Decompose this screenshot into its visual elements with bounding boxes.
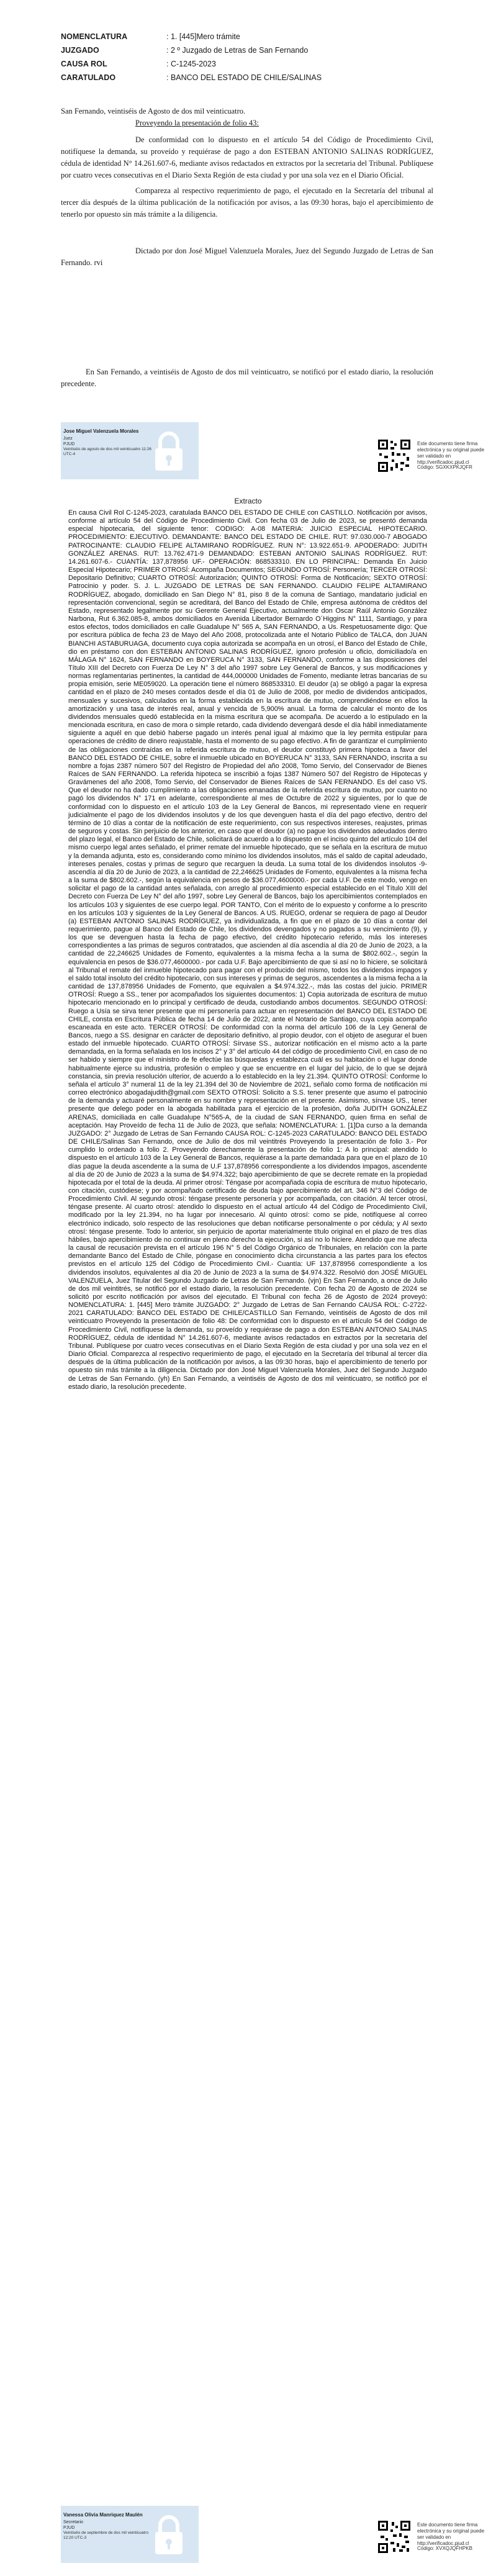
resolution-paragraph-2: Compareza al respectivo requerimiento de pago, el ejecutado en la Secretaría del tribunal al tercer día después de la última publicación de la notificación por avisos, a las 09:30 horas, bajo el apercibimiento de tenerlo por opuesto sin más trámite a la diligencia. <box>61 186 433 219</box>
qr-code-icon <box>377 438 412 473</box>
notification-text: En San Fernando, a veintiséis de Agosto de dos mil veinticuatro, se notificó por el estado diario, la resolución precedente. <box>61 368 433 388</box>
extracto-title: Extracto <box>234 497 262 505</box>
signature-timestamp: Veintiséis de septiembre de dos mil veinticuatro 12:20 UTC-3 <box>63 2531 148 2540</box>
juzgado-label: JUZGADO <box>61 46 99 55</box>
signer-org: PJUD <box>63 442 75 446</box>
case-header <box>61 30 408 84</box>
signature-timestamp: Veintiséis de agosto de dos mil veinticuatro 11:26 UTC-4 <box>63 447 151 456</box>
signature-box-secretary <box>61 2506 199 2563</box>
verification-note: Este documento tiene firma electrónica y su original puede ser validado en http://verificadoc.pjud.cl <box>417 2522 485 2546</box>
signer-name: Vanessa Olivia Manriquez Maulén <box>63 2512 143 2518</box>
signer-role <box>63 436 74 447</box>
caratulado-label: CARATULADO <box>61 73 116 82</box>
nomenclatura-row <box>61 30 408 43</box>
signer-name: Jose Miguel Valenzuela Morales <box>63 428 139 434</box>
resolution-paragraph-1: De conformidad con lo dispuesto en el artículo 54 del Código de Procedimiento Civil, notifíquese la demanda, su proveído y requiérase de pago a don ESTEBAN ANTONIO SALINAS RODRÍGUEZ, cédula de identidad N° 14.261.607-6, mediante avisos redactados en extractos por la secretaria del Tribunal. Publíquese por cuatro veces consecutivas en el Diario Sexta Región de esta ciudad y por una sola vez en el Diario Oficial. <box>61 135 433 179</box>
extracto-text: En causa Civil Rol C-1245-2023, caratulada BANCO DEL ESTADO DE CHILE con CASTILLO. Notificación por avisos, conforme al artículo 54 del Código de Procedimiento Civil. Con fecha 03 de Julio de 2023, se presentó demanda especial hipotecaria, del siguiente tenor: CODIGO: A-08 MATERIA: JUICIO ESPECIAL HIPOTECARIO. PROCEDIMIENTO: EJECUTIVO. DEMANDANTE: BANCO DEL ESTADO DE CHILE. RUT: 97.030.000-7 ABOGADO PATROCINANTE: CLAUDIO FELIPE ALTAMIRANO RODRÍGUEZ. RUN N°: 13.922.651-9. APODERADO: JUDITH GONZÁLEZ ARENAS. RUT: 13.762.471-9 DEMANDADO: ESTEBAN ANTONIO SALINAS RODRÍGUEZ. RUT: 14.261.607-6.- CUANTÍA: 137,878956 UF.- OPERACIÓN: 868533310. EN LO PRINCIPAL: Demanda En Juicio Especial Hipotecario; PRIMER OTROSÍ: Acompaña Documentos; SEGUNDO OTROSÍ: Personería; TERCER OTROSÍ: Depositario Definitivo; CUARTO OTROSÍ: Autorización; QUINTO OTROSÍ: Forma de Notificación; SEXTO OTROSÍ: Patrocinio y poder. S. J. L. JUZGADO DE LETRAS DE SAN FERNANDO. CLAUDIO FELIPE ALTAMIRANO RODRÍGUEZ, abogado, domiciliado en San Diego N° 81, piso 8 de la comuna de Santiago, mandatario judicial en representación convencional, según se acreditará, del Banco del Estado de Chile, empresa autónoma de créditos del Estado, representado legalmente por su Gerente General Ejecutivo, actualmente don Oscar Raúl Antonio González Narbona, Rut 6.362.085-8, ambos domiciliados en Avenida Libertador Bernardo O´Higgins N° 1111, Santiago, y para estos efectos, todos domiciliados en calle Guadalupe N° 565 A, SAN FERNANDO, a Us. Respetuosamente digo: Que por escritura pública de fecha 23 de Mayo del Año 2008, protocolizada ante el Notario Público de TALCA, don JUAN BIANCHI ASTABURUAGA, documento cuya copia autorizada se acompaña en un otrosí, el Banco del Estado de Chile, dio en préstamo con don ESTEBAN ANTONIO SALINAS RODRÍGUEZ, ignoro profesión u oficio, domiciliado/a en MÁLAGA N° 1624, SAN FERNANDO en BOYERUCA N° 3133, SAN FERNANDO, conforme a las disposiciones del Título XIII del Decreto con Fuerza De Ley N° 3 del año 1997 sobre Ley General de Bancos, y sus modificaciones y normas reglamentarias pertinentes, la cantidad de 444,000000 Unidades de Fomento, mediante letras bancarias de su propia emisión, serie ME059020. La operación tiene el número 868533310. El deudor (a) se obligó a pagar la expresa cantidad en el plazo de 240 meses contados desde el día 01 de Julio de 2008, por medio de dividendos anticipados, mensuales y sucesivos, calculados en la forma establecida en la escritura de mutuo, comprendiéndose en ellos la amortización y una tasa de interés real, anual y vencida de 5,900% anual. La forma de calcular el monto de los dividendos mensuales quedó establecida en la misma escritura que se acompaña. De acuerdo a lo estipulado en la mencionada escritura, en caso de mora o simple retardo, cada dividendo devengará desde el día hábil inmediatamente siguiente a aquél en que debió haberse pagado un interés penal igual al máximo que la ley permita estipular para operaciones de crédito de dinero reajustable, hasta el momento de su pago efectivo. A fin de garantizar el cumplimiento de las obligaciones contraídas en la referida escritura de mutuo, el deudor constituyó primera hipoteca a favor del BANCO DEL ESTADO DE CHILE, sobre el inmueble ubicado en BOYERUCA N° 3133, SAN FERNANDO, inscrita a su nombre a fojas 2387 número 507 del Registro de Propiedad del año 2008, Tomo Servio, del Conservador de Bienes Raíces de SAN FERNANDO. La referida hipoteca se inscribió a fojas 1387 Número 507 del Registro de Hipotecas y Gravámenes del año 2008, Tomo Servio, del Conservador de Bienes Raíces de SAN FERNANDO. Es del caso VS. Que el deudor no ha dado cumplimiento a las obligaciones emanadas de la referida escritura de mutuo, por cuanto no pagó los dividendos N° 171 en adelante, correspondiente al mes de Octubre de 2022 y siguientes, por lo que de conformidad con lo dispuesto en el artículo 103 de la Ley General de Bancos, mi representado viene en requerir judicialmente el pago de los dividendos insolutos y de los que devenguen hasta el día del pago efectivo, dentro del término de 10 días a contar de la notificación de este requerimiento, con sus respectivos intereses, reajustes, primas de seguros y costas. Sin perjuicio de los anterior, en caso que el deudor (a) no pague los dividendos adeudados dentro del plazo legal, el Banco del Estado de Chile, solicitará de acuerdo a lo dispuesto en el inciso quinto del artículo 104 del mismo cuerpo legal antes señalado, el primer remate del inmueble hipotecado, que se señala en la escritura de mutuo y la demanda adjunta, esto es, considerando como mínimo los dividendos insolutos, más el saldo de capital adeudado, intereses penales, costas y primas de seguro que recarguen la deuda. La suma total de los dividendos insolutos -9- ascendía al día 20 de Junio de 2023, a la cantidad de 22,246625 Unidades de Fomento, equivalentes a la misma fecha a la suma de $802.602.-, según la equivalencia en pesos de $36.077,4600000.- por cada U.F. De este modo, vengo en solicitar el pago de la cantidad antes señalada, con arreglo al procedimiento especial establecido en el Título XIII del Decreto con Fuerza De Ley N° del año 1997, sobre Ley General de Bancos, bajo los apercibimientos contemplados en los artículos 103 y siguientes de ese cuerpo legal. POR TANTO, Con el mérito de lo expuesto y conforme a lo prescrito en los artículos 103 y siguientes de la Ley General de Bancos. A US. RUEGO, ordenar se requiera de pago al Deudor (a) ESTEBAN ANTONIO SALINAS RODRÍGUEZ, ya individualizada, a fin que en el plazo de 10 días a contar del requerimiento, pague al Banco del Estado de Chile, los dividendos devengados y no pagados a su vencimiento (9), y los que se devenguen hasta la fecha de pago efectivo, del crédito hipotecario referido, más los intereses correspondientes a las primas de seguros contratados, que ascienden al día ascendía al día 20 de Junio de 2023, a la cantidad de 22,246625 Unidades de Fomento, equivalentes a la misma fecha a la suma de $802.602.-, según la equivalencia en pesos de $36.077,4600000.- por cada U.F. Bajo apercibimiento de que si así no lo hiciere, se solicitará al Tribunal el remate del inmueble hipotecado para pagar con el producido del mismo, todos los dividendos impagos y el saldo total insoluto del crédito hipotecario, con sus intereses y primas de seguros, ascendentes a la misma fecha a la cantidad de 137,878956 Unidades de Fomento, que equivalen a $4.974.322.-, más las costas del juicio. PRIMER OTROSÍ: Ruego a SS., tener por acompañados los siguientes documentos: 1) Copia autorizada de escritura de mutuo hipotecario mencionado en lo principal y certificado de deuda, custodiando ambos documentos. SEGUNDO OTROSÍ: Ruego a Usía se sirva tener presente que mi personería para actuar en representación del BANCO DEL ESTADO DE CHILE, consta en Escritura Pública de fecha 14 de Julio de 2022, ante el Notario de Santiago, cuya copia acompaño escaneada en este acto. TERCER OTROSÍ: De conformidad con la norma del artículo 106 de la Ley General de Bancos, ruego a SS. designar en carácter de depositario definitivo, al propio deudor, con el objeto de asegurar el buen estado del inmueble hipotecado. CUARTO OTROSÍ: Sírvase SS., autorizar notificación en el mismo acto a la parte demandada, en la forma señalada en los incisos 2° y 3° del artículo 44 del código de procedimiento Civil, en caso de no ser habido y siempre que el ministro de fe efectúe las búsquedas y establezca cuál es su habitación o el lugar donde habitualmente ejerce su industria, profesión o empleo y que se encuentre en el lugar del juicio, de lo que se dejará constancia, sin previa resolución ulterior, de acuerdo a lo establecido en la ley 21.394. QUINTO OTROSÍ: Conforme lo señala el artículo 3° numeral 11 de la ley 21.394 del 30 de Noviembre de 2021, señalo como forma de notificación mi correo electrónico abogadajudith@gmail.com SEXTO OTROSÍ: Solicito a S.S. tener presente que asumo el patrocinio de la demanda y actuaré personalmente en su nombre y representación en el presente. Asimismo, sírvase US., tener presente que delego poder en la abogada habilitada para el ejercicio de la profesión, doña JUDITH GONZÁLEZ ARENAS, domiciliada en calle Guadalupe N°565-A, de la ciudad de SAN FERNANDO, quien firma en señal de aceptación. Hay Proveído de fecha 11 de Julio de 2023, que señala: NOMENCLATURA: 1. [1]Da curso a la demanda JUZGADO: 2° Juzgado de Letras de San Fernando CAUSA ROL: C-1245-2023 CARATULADO: BANCO DEL ESTADO DE CHILE/Salinas San Fernando, once de Julio de dos mil veintitrés Proveyendo la presentación de folio 3.- Por cumplido lo ordenado a folio 2. Proveyendo derechamente la presentación de folio 1: A lo principal: atendido lo dispuesto en el artículo 103 de la Ley General de Bancos, requiérase a la parte demandada para que en el plazo de 10 días pague la deuda ascendente a la suma de U.F 137,878956 correspondiente a los dividendos impagos, ascendente al día de 20 de Junio de 2023 a la suma de $4.974.322; bajo apercibimiento de que se decrete remate en la propiedad hipotecada por el total de la deuda. Al primer otrosí: Téngase por acompañada copia de escritura de mutuo hipotecario, con citación, custódiese; y por acompañado certificado de deuda bajo apercibimiento del art. 346 N°3 del Código de Procedimiento Civil. Al segundo otrosí: téngase presente personería y por acompañada, con citación. Al tercer otrosí, téngase presente. Al cuarto otrosí: atendido lo dispuesto en el actual artículo 44 del Código de Procedimiento Civil, modificado por la ley 21.394, no ha lugar por innecesario. Al quinto otrosí: como se pide, notifíquese al correo electrónico indicado, solo respecto de las resoluciones que deban notificarse personalmente o por cédula; y Al sexto otrosí: téngase presente. Todo lo anterior, sin perjuicio de aportar materialmente título original en el plazo de tres días hábiles, bajo apercibimiento de no continuar en pleno derecho la ejecución, si así no lo hiciere. Atendido que me afecta la causal de recusación prevista en el artículo 196 N° 5 del Código Orgánico de Tribunales, en relación con la parte demandante Banco del Estado de Chile, póngase en conocimiento dicha circunstancia a las partes para los efectos previstos en el artículo 125 del Código de Procedimiento Civil.- Cuantía: UF 137,878956 correspondiente a los dividendos insolutos, equivalentes al día 20 de Junio de 2023 a la suma de $4.974.322. Resolvió don JOSÉ MIGUEL VALENZUELA, Juez Titular del Segundo Juzgado de Letras de San Fernando. (vjn) En San Fernando, a once de Julio de dos mil veintitrés, se notificó por el estado diario, la resolución precedente. Con fecha 20 de Agosto de 2024 se solicitó por escrito notificación por avisos del ejecutado. El Tribunal con fecha 26 de Agosto de 2024 proveyó: NOMENCLATURA: 1. [445] Mero trámite JUZGADO: 2° Juzgado de Letras de San Fernando CAUSA ROL: C-2722-2021 CARATULADO: BANCO DEL ESTADO DE CHILE/CASTILLO San Fernando, veintiséis de Agosto de dos mil veinticuatro Proveyendo la presentación de folio 48: De conformidad con lo dispuesto en el artículo 54 del Código de Procedimiento Civil, notifíquese la demanda, su proveído y requiérase de pago a don ESTEBAN ANTONIO SALINAS RODRÍGUEZ, cédula de identidad N° 14.261.607-6, mediante avisos redactados en extractos por la secretaria del Tribunal. Publíquese por cuatro veces consecutivas en el Diario Sexta Región de esta ciudad y por una sola vez en el Diario Oficial. Comparezca al respectivo requerimiento de pago, el ejecutado en la Secretaría del tribunal al tercer día después de la última publicación de la notificación por avisos, a las 09:30 horas, bajo el apercibimiento de tenerlo por opuesto sin más trámite a la diligencia. Dictado por don José Miguel Valenzuela Morales, Juez del Segundo Juzgado de Letras de San Fernando. (yh) En San Fernando, a veintiséis de Agosto de dos mil veinticuatro, se notificó por el estado diario, la resolución precedente. <box>68 509 427 1391</box>
signer-org: PJUD <box>63 2526 75 2530</box>
signer-title: Secretario <box>63 2520 83 2524</box>
juzgado-value: : 2 º Juzgado de Letras de San Fernando <box>166 46 309 55</box>
verification-code: Código: SGXKXPKJQFR <box>417 464 472 470</box>
lock-icon <box>151 2513 186 2557</box>
lock-icon <box>151 430 186 473</box>
nomenclatura-label: NOMENCLATURA <box>61 32 128 41</box>
juzgado-row <box>61 43 408 57</box>
proveyendo-line: Proveyendo la presentación de folio 43: <box>135 119 259 127</box>
nomenclatura-value: : 1. [445]Mero trámite <box>166 32 240 41</box>
dictado-line: Dictado por don José Miguel Valenzuela Morales, Juez del Segundo Juzgado de Letras de San Fernando. rvi <box>61 246 433 267</box>
signer-title: Juez <box>63 436 73 441</box>
signature-box-judge <box>61 422 199 479</box>
verification-note: Este documento tiene firma electrónica y su original puede ser validado en http://verificadoc.pjud.cl <box>417 441 485 465</box>
causa-row <box>61 57 408 71</box>
signer-role <box>63 2520 83 2531</box>
qr-code-icon <box>377 2520 412 2554</box>
resolution-body <box>61 106 433 273</box>
resolution-date: San Fernando, veintiséis de Agosto de dos mil veinticuatro. <box>61 107 246 115</box>
verification-code: Código: XVXQJQFHPKB <box>417 2546 472 2551</box>
causa-value: : C-1245-2023 <box>166 60 216 68</box>
caratulado-value: : BANCO DEL ESTADO DE CHILE/SALINAS <box>166 73 322 82</box>
caratulado-row <box>61 71 408 84</box>
causa-label: CAUSA ROL <box>61 60 107 68</box>
